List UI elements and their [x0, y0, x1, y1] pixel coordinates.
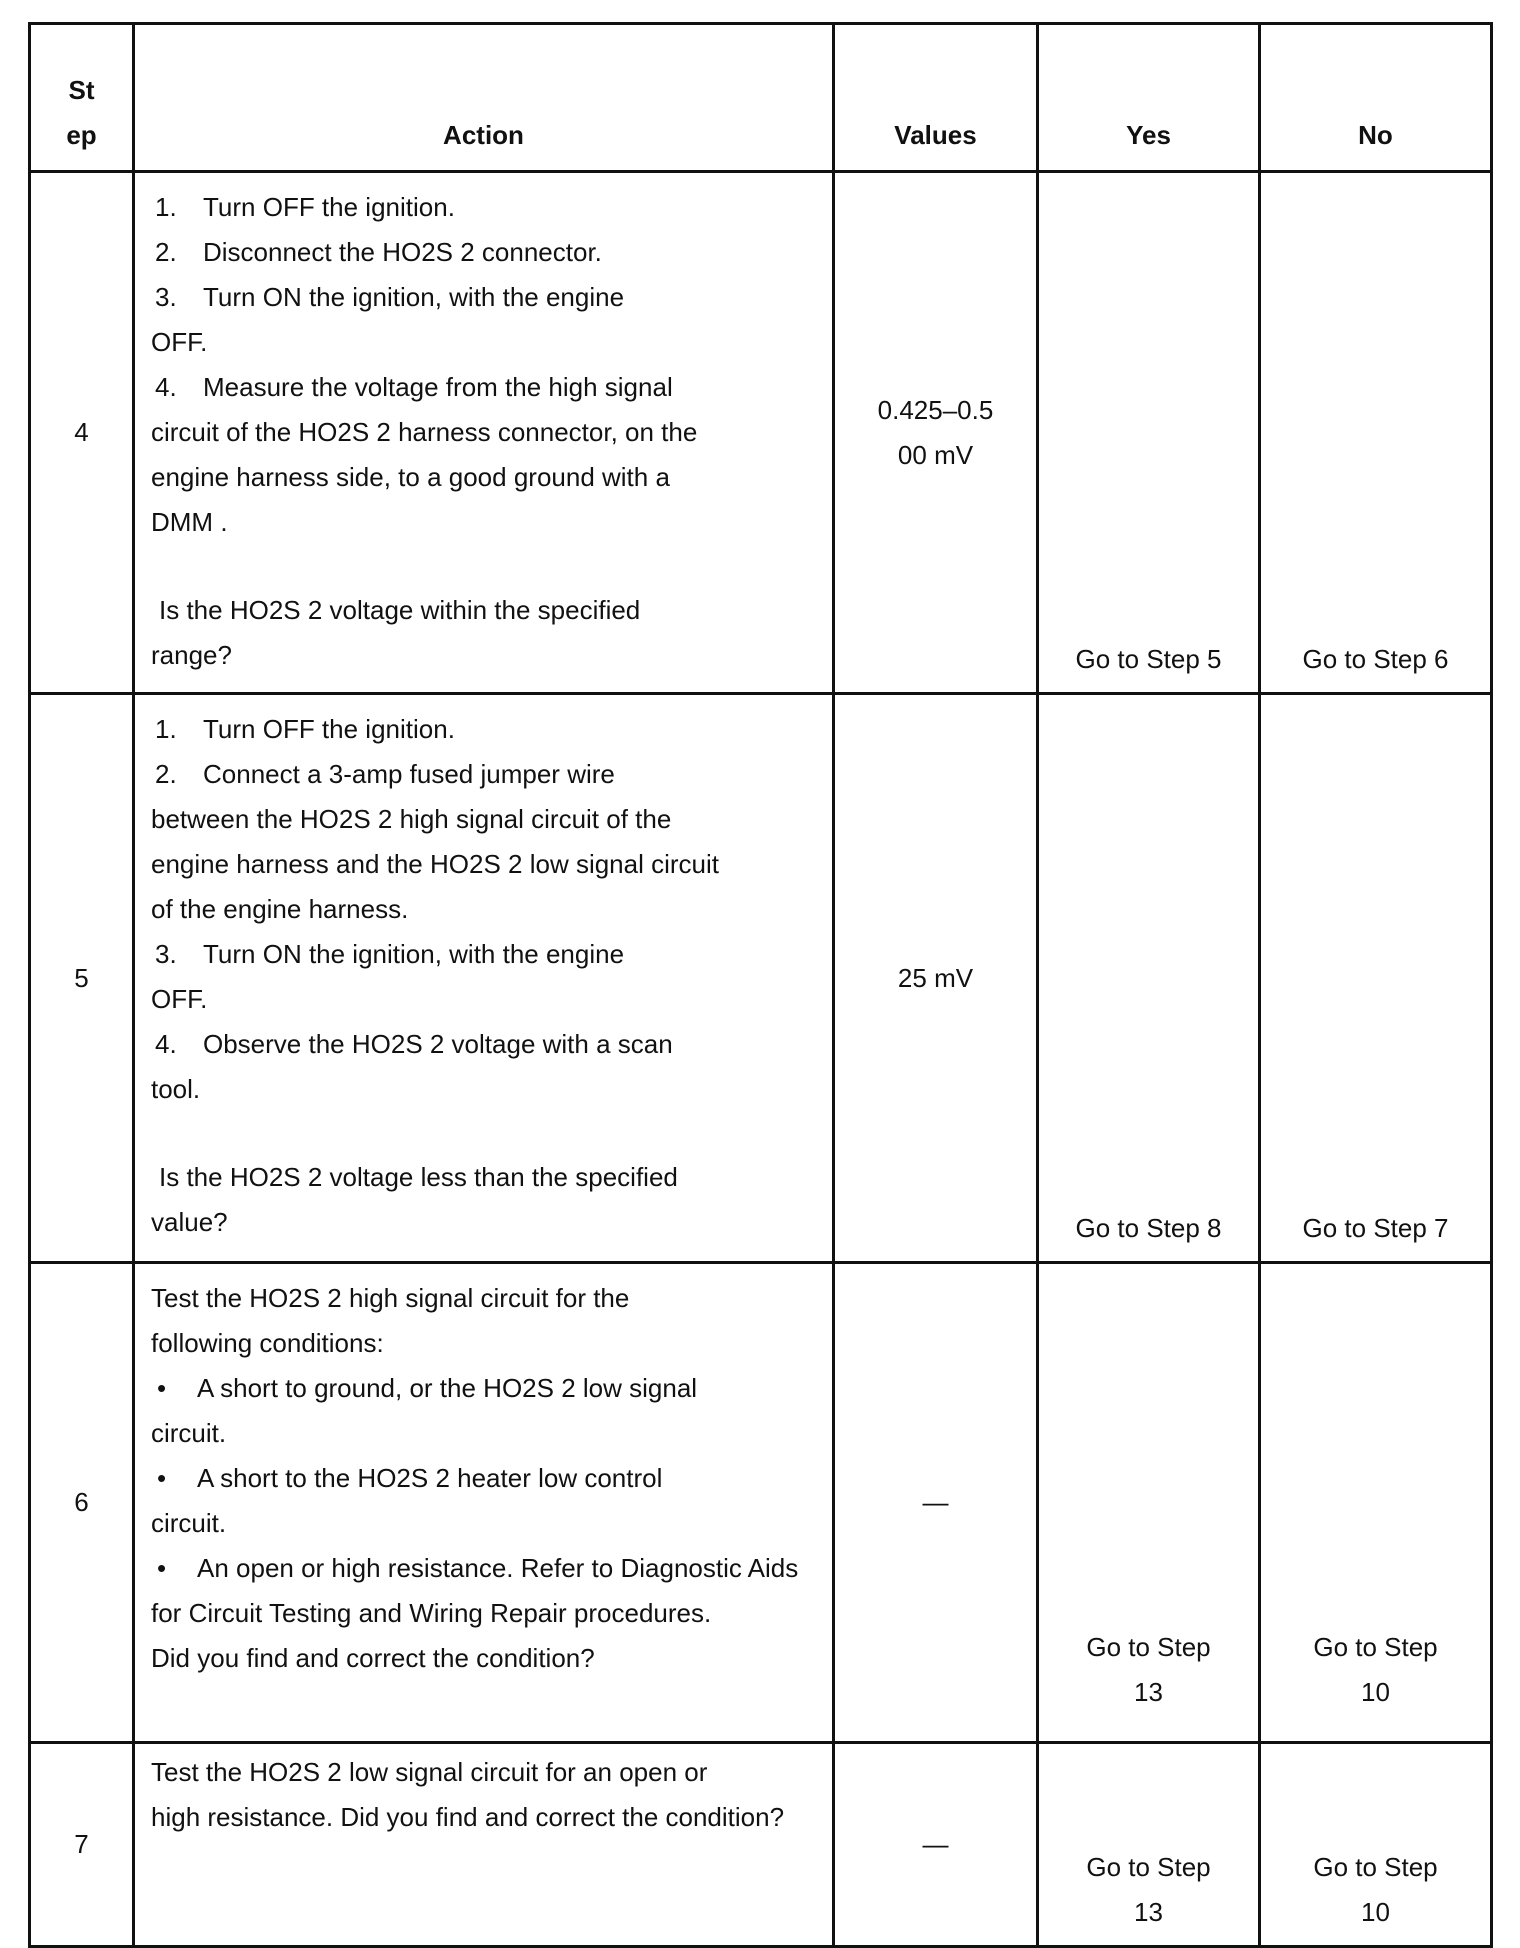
values-cell	[834, 1743, 1038, 1947]
action-line: Test the HO2S 2 high signal circuit for the	[151, 1283, 630, 1313]
step-number: 6	[30, 1263, 134, 1743]
table-row-step-4	[30, 172, 1492, 694]
action-line: 2. Disconnect the HO2S 2 connector.	[155, 237, 602, 267]
header-no: No	[1260, 24, 1492, 172]
no-goto: Go to Step 7	[1302, 1213, 1449, 1243]
step-number: 5	[30, 694, 134, 1263]
table-row-step-7	[30, 1743, 1492, 1947]
action-line: 2. Connect a 3-amp fused jumper wire	[155, 759, 615, 789]
yes-goto-step: 13	[1134, 1677, 1163, 1707]
table-row-step-5	[30, 694, 1492, 1263]
header-step-part-2: ep	[66, 120, 97, 150]
yes-goto-step: 13	[1134, 1897, 1163, 1927]
header-values: Values	[834, 24, 1038, 172]
action-line: between the HO2S 2 high signal circuit of the	[151, 804, 672, 834]
action-line: • An open or high resistance. Refer to Diagnostic Aids	[151, 1546, 832, 1591]
action-cell	[134, 1743, 834, 1947]
table-row-step-6	[30, 1263, 1492, 1743]
action-question: Did you find and correct the condition?	[151, 1643, 595, 1673]
values-cell	[834, 172, 1038, 694]
action-line: OFF.	[151, 984, 208, 1014]
action-question: range?	[151, 640, 232, 670]
action-line: for Circuit Testing and Wiring Repair procedures.	[151, 1598, 712, 1628]
action-line: circuit of the HO2S 2 harness connector, on the	[151, 417, 698, 447]
yes-cell	[1038, 1743, 1260, 1947]
action-cell	[134, 1263, 834, 1743]
no-goto-step: 10	[1361, 1897, 1390, 1927]
values-cell	[834, 1263, 1038, 1743]
action-question: value?	[151, 1207, 228, 1237]
values-cell	[834, 694, 1038, 1263]
action-line: Test the HO2S 2 low signal circuit for an open or	[151, 1757, 708, 1787]
yes-goto: Go to Step 5	[1075, 644, 1222, 674]
no-goto: Go to Step	[1313, 1852, 1438, 1882]
action-line: 4. Observe the HO2S 2 voltage with a scan	[155, 1029, 673, 1059]
yes-cell	[1038, 172, 1260, 694]
header-yes: Yes	[1038, 24, 1260, 172]
header-step-part-1: St	[68, 75, 95, 105]
no-goto-step: 10	[1361, 1677, 1390, 1707]
no-cell	[1260, 694, 1492, 1263]
yes-goto: Go to Step 8	[1075, 1213, 1222, 1243]
yes-goto: Go to Step	[1086, 1632, 1211, 1662]
action-line: tool.	[151, 1074, 201, 1104]
step-number: 4	[30, 172, 134, 694]
action-line: DMM .	[151, 507, 228, 537]
no-cell	[1260, 1263, 1492, 1743]
diagnostic-table	[28, 22, 1493, 1948]
bullet: •	[157, 1553, 167, 1583]
no-goto: Go to Step	[1313, 1632, 1438, 1662]
no-goto: Go to Step 6	[1302, 644, 1449, 674]
action-line: engine harness side, to a good ground with a	[151, 462, 670, 492]
yes-cell	[1038, 1263, 1260, 1743]
yes-cell	[1038, 694, 1260, 1263]
action-line: engine harness and the HO2S 2 low signal circuit	[151, 849, 719, 879]
header-action: Action	[134, 24, 834, 172]
value-line: 0.425–0.5	[877, 394, 994, 425]
no-cell	[1260, 172, 1492, 694]
no-cell	[1260, 1743, 1492, 1947]
header-row	[30, 24, 1492, 172]
action-line: 3. Turn ON the ignition, with the engine	[155, 939, 625, 969]
action-line: 4. Measure the voltage from the high signal	[155, 372, 673, 402]
header-step	[30, 24, 134, 172]
action-line: circuit.	[151, 1418, 227, 1448]
action-line: 1. Turn OFF the ignition.	[155, 192, 455, 222]
action-question: Is the HO2S 2 voltage less than the specified	[159, 1162, 678, 1192]
yes-goto: Go to Step	[1086, 1852, 1211, 1882]
action-line: • A short to ground, or the HO2S 2 low signal	[151, 1366, 832, 1411]
action-line: • A short to the HO2S 2 heater low control	[151, 1456, 832, 1501]
value-dash: —	[922, 1487, 949, 1517]
action-question: Is the HO2S 2 voltage within the specified	[159, 595, 641, 625]
action-line: OFF.	[151, 327, 208, 357]
value-dash: —	[922, 1829, 949, 1859]
value-line: 00 mV	[897, 439, 974, 470]
step-number: 7	[30, 1743, 134, 1947]
value-line: 25 mV	[897, 962, 974, 993]
bullet: •	[157, 1463, 167, 1493]
action-line: 3. Turn ON the ignition, with the engine	[155, 282, 625, 312]
action-line: 1. Turn OFF the ignition.	[155, 714, 455, 744]
action-cell	[134, 172, 834, 694]
action-line: following conditions:	[151, 1328, 384, 1358]
action-line: high resistance. Did you find and correct the condition?	[151, 1802, 785, 1832]
action-cell	[134, 694, 834, 1263]
bullet: •	[157, 1373, 167, 1403]
action-line: of the engine harness.	[151, 894, 409, 924]
action-line: circuit.	[151, 1508, 227, 1538]
